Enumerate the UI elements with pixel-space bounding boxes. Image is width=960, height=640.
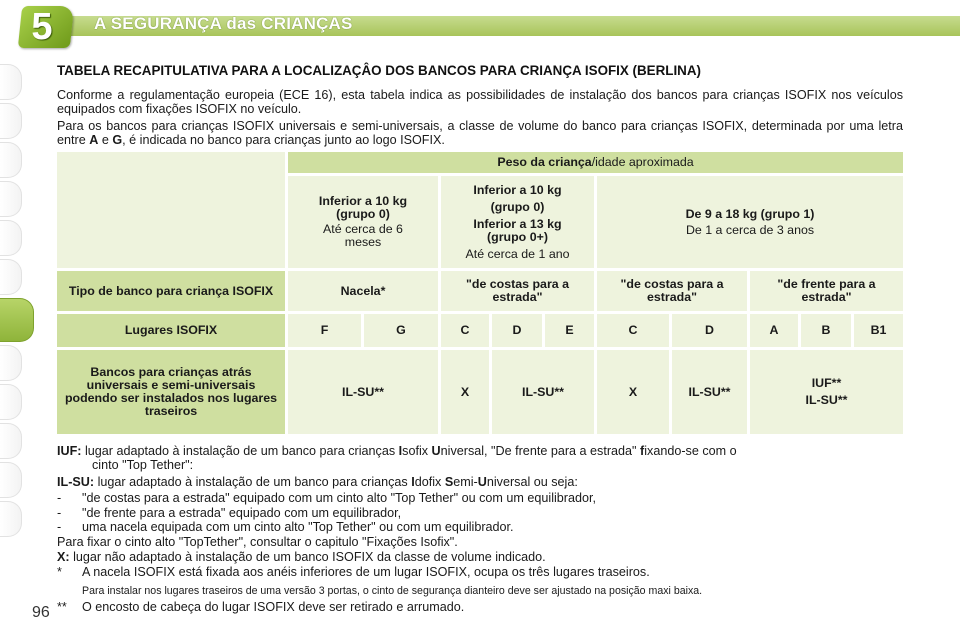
type-rear-facing: "de costas para a estrada" bbox=[597, 271, 747, 311]
lugar-cell: E bbox=[545, 314, 594, 347]
weight-header: Peso da criança /idade aproximada bbox=[288, 152, 903, 173]
side-tab[interactable] bbox=[0, 462, 22, 498]
list-item: "de costas para a estrada" equipado com um cinto alto "Top Tether" ou com um equilibrador, bbox=[82, 491, 596, 505]
group-1-header: De 9 a 18 kg (grupo 1) De 1 a cerca de 3 anos bbox=[597, 176, 903, 268]
side-tab[interactable] bbox=[0, 220, 22, 256]
list-dash: - bbox=[57, 491, 62, 505]
side-tab[interactable] bbox=[0, 142, 22, 178]
legend-fix-line: Para fixar o cinto alto "TopTether", consultar o capitulo "Fixações Isofix". bbox=[57, 535, 458, 549]
type-rear-facing: "de costas para a estrada" bbox=[441, 271, 594, 311]
footnote-marker: * bbox=[57, 565, 62, 579]
list-item: "de frente para a estrada" equipado com um equilibrador, bbox=[82, 506, 402, 520]
lugar-cell: D bbox=[672, 314, 747, 347]
page-header bbox=[0, 0, 960, 48]
side-tab[interactable] bbox=[0, 64, 22, 100]
table-corner-cell bbox=[57, 152, 285, 268]
row-label-lugares: Lugares ISOFIX bbox=[57, 314, 285, 347]
bancos-cell: IL-SU** bbox=[672, 350, 747, 434]
bancos-cell: X bbox=[441, 350, 489, 434]
side-tabs bbox=[0, 64, 24, 540]
list-item: uma nacela equipada com um cinto alto "Top Tether" ou com um equilibrador. bbox=[82, 520, 514, 534]
lugar-cell: G bbox=[364, 314, 438, 347]
group-0plus-header: Inferior a 10 kg (grupo 0) Inferior a 13 kg (grupo 0+) Até cerca de 1 ano bbox=[441, 176, 594, 268]
side-tab[interactable] bbox=[0, 423, 22, 459]
side-tab-active[interactable] bbox=[0, 298, 34, 342]
side-tab[interactable] bbox=[0, 384, 22, 420]
footnote-2: O encosto de cabeça do lugar ISOFIX deve ser retirado e arrumado. bbox=[82, 600, 465, 614]
side-tab[interactable] bbox=[0, 259, 22, 295]
lugar-cell: C bbox=[597, 314, 669, 347]
intro-paragraph-2: Para os bancos para crianças ISOFIX universais e semi-universais, a classe de volume do banco para crianças ISOFIX, determinada por uma letra entre A e G, é indicada no banco para crianças junto ao logo ISOFIX. bbox=[57, 119, 903, 147]
footnote-marker: ** bbox=[57, 600, 67, 614]
list-dash: - bbox=[57, 506, 62, 520]
group-0-header: Inferior a 10 kg (grupo 0) Até cerca de 6 meses bbox=[288, 176, 438, 268]
lugar-cell: D bbox=[492, 314, 542, 347]
type-forward-facing: "de frente para a estrada" bbox=[750, 271, 903, 311]
lugar-cell: A bbox=[750, 314, 798, 347]
bancos-cell: X bbox=[597, 350, 669, 434]
side-tab[interactable] bbox=[0, 181, 22, 217]
lugar-cell: F bbox=[288, 314, 361, 347]
bancos-cell: IL-SU** bbox=[288, 350, 438, 434]
footnote-1: A nacela ISOFIX está fixada aos anéis inferiores de um lugar ISOFIX, ocupa os três lugares traseiros. bbox=[82, 565, 650, 579]
lugar-cell: B1 bbox=[854, 314, 903, 347]
legend-iuf: IUF: lugar adaptado à instalação de um banco para crianças Isofix Universal, "De frente para a estrada" fixando-se com o bbox=[57, 444, 737, 458]
side-tab[interactable] bbox=[0, 103, 22, 139]
list-dash: - bbox=[57, 520, 62, 534]
bancos-cell: IL-SU** bbox=[492, 350, 594, 434]
lugar-cell: C bbox=[441, 314, 489, 347]
page-number: 96 bbox=[32, 604, 50, 621]
side-tab[interactable] bbox=[0, 345, 22, 381]
bancos-cell-forward: IUF** IL-SU** bbox=[750, 350, 903, 434]
legend-ilsu: IL-SU: lugar adaptado à instalação de um banco para crianças Idofix Semi-Universal ou seja: bbox=[57, 475, 578, 489]
legend-x: X: lugar não adaptado à instalação de um banco ISOFIX da classe de volume indicado. bbox=[57, 550, 546, 564]
row-label-type: Tipo de banco para criança ISOFIX bbox=[57, 271, 285, 311]
intro-paragraph-1: Conforme a regulamentação europeia (ECE 16), esta tabela indica as possibilidades de instalação dos bancos para crianças ISOFIX nos veículos equipados com fixações ISOFIX no veículo. bbox=[57, 88, 903, 116]
type-nacela: Nacela* bbox=[288, 271, 438, 311]
chapter-number: 5 bbox=[31, 6, 53, 48]
side-tab[interactable] bbox=[0, 501, 22, 537]
chapter-title: A SEGURANÇA das CRIANÇAS bbox=[94, 14, 353, 33]
footnote-1-note: Para instalar nos lugares traseiros de uma versão 3 portas, o cinto de segurança dianteiro deve ser ajustado na posição maxi baixa. bbox=[82, 585, 703, 597]
legend-iuf-line2: cinto "Top Tether": bbox=[92, 458, 194, 472]
row-label-bancos: Bancos para crianças atrás universais e semi-universais podendo ser instalados nos lugares traseiros bbox=[57, 350, 285, 434]
section-title: TABELA RECAPITULATIVA PARA A LOCALIZAÇÂO DOS BANCOS PARA CRIANÇA ISOFIX (BERLINA) bbox=[57, 63, 701, 78]
lugar-cell: B bbox=[801, 314, 851, 347]
